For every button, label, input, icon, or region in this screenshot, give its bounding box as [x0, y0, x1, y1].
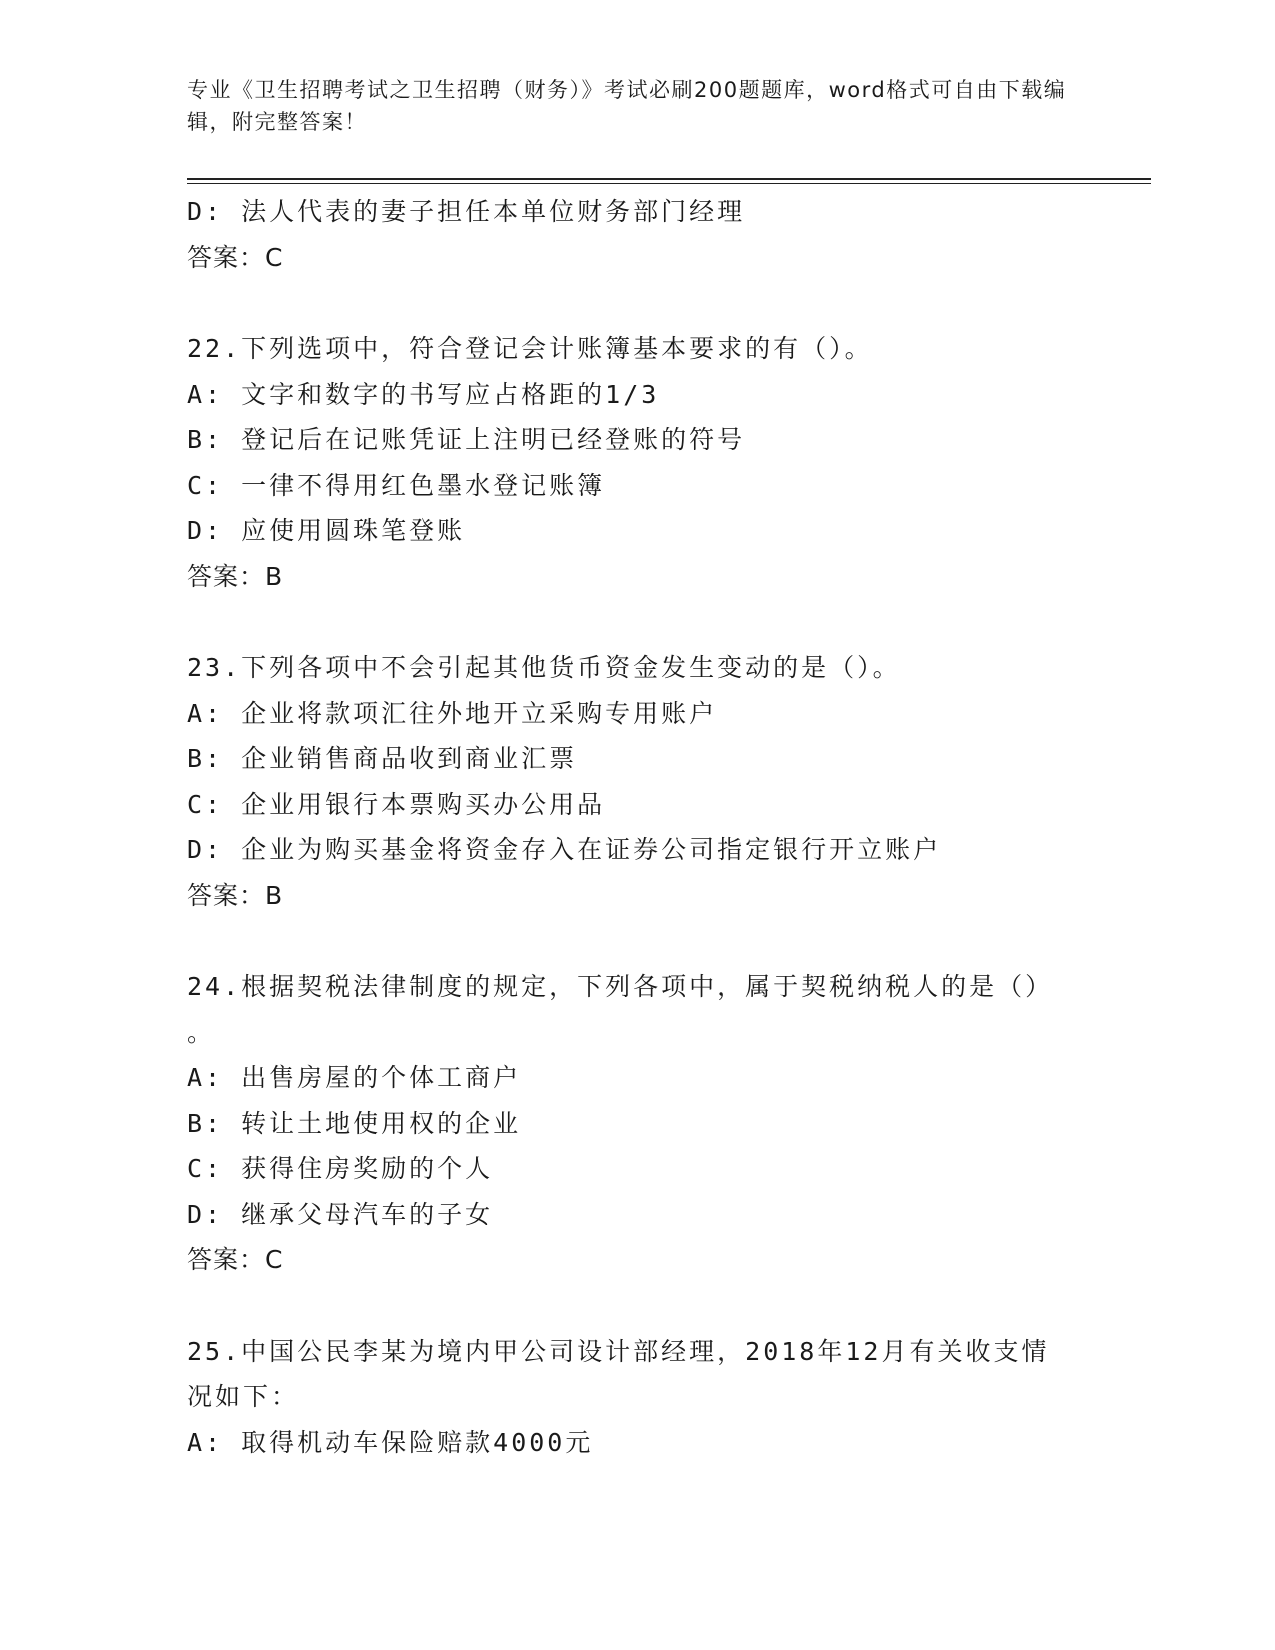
question-23: [187, 645, 1067, 918]
question-22: [187, 326, 1067, 599]
option-b: B: 企业销售商品收到商业汇票: [187, 744, 578, 773]
question-list: [187, 189, 1067, 1465]
question-21: [187, 189, 1067, 280]
option-d: D: 应使用圆珠笔登账: [187, 516, 466, 545]
question-text-line-2: 况如下：: [187, 1382, 300, 1411]
question-24: [187, 964, 1067, 1283]
option-a: A: 出售房屋的个体工商户: [187, 1063, 522, 1092]
question-text-line-1: 24.根据契税法律制度的规定，下列各项中，属于契税纳税人的是（）: [187, 972, 1054, 1001]
answer: 答案：C: [187, 242, 284, 272]
answer: 答案：B: [187, 880, 284, 910]
question-text: 23.下列各项中不会引起其他货币资金发生变动的是（）。: [187, 653, 901, 682]
question-text-line-2: 。: [187, 1017, 216, 1047]
answer: 答案：C: [187, 1245, 284, 1274]
option-b: B: 登记后在记账凭证上注明已经登账的符号: [187, 425, 746, 454]
header-text: 专业《卫生招聘考试之卫生招聘（财务）》考试必刷200题题库，word格式可自由下载编辑，附完整答案！: [187, 78, 1067, 134]
option-a: A: 文字和数字的书写应占格距的1/3: [187, 379, 660, 409]
answer: 答案：B: [187, 561, 284, 591]
header-divider-thin: [187, 183, 1151, 184]
option-d: D: 继承父母汽车的子女: [187, 1199, 494, 1229]
option-c: C: 企业用银行本票购买办公用品: [187, 789, 606, 819]
header-divider-thick: [187, 178, 1151, 180]
option-b: B: 转让土地使用权的企业: [187, 1108, 522, 1138]
question-25: [187, 1329, 1067, 1466]
option-d: D: 企业为购买基金将资金存入在证券公司指定银行开立账户: [187, 835, 942, 864]
question-text: 22.下列选项中，符合登记会计账簿基本要求的有（）。: [187, 334, 873, 363]
question-text-line-1: 25.中国公民李某为境内甲公司设计部经理，2018年12月有关收支情: [187, 1336, 1050, 1366]
option-d: D: 法人代表的妻子担任本单位财务部门经理: [187, 197, 746, 226]
option-c: C: 获得住房奖励的个人: [187, 1154, 494, 1183]
option-a: A: 取得机动车保险赔款4000元: [187, 1427, 594, 1457]
document-header: [187, 74, 1067, 138]
option-c: C: 一律不得用红色墨水登记账簿: [187, 470, 606, 500]
option-a: A: 企业将款项汇往外地开立采购专用账户: [187, 698, 718, 728]
